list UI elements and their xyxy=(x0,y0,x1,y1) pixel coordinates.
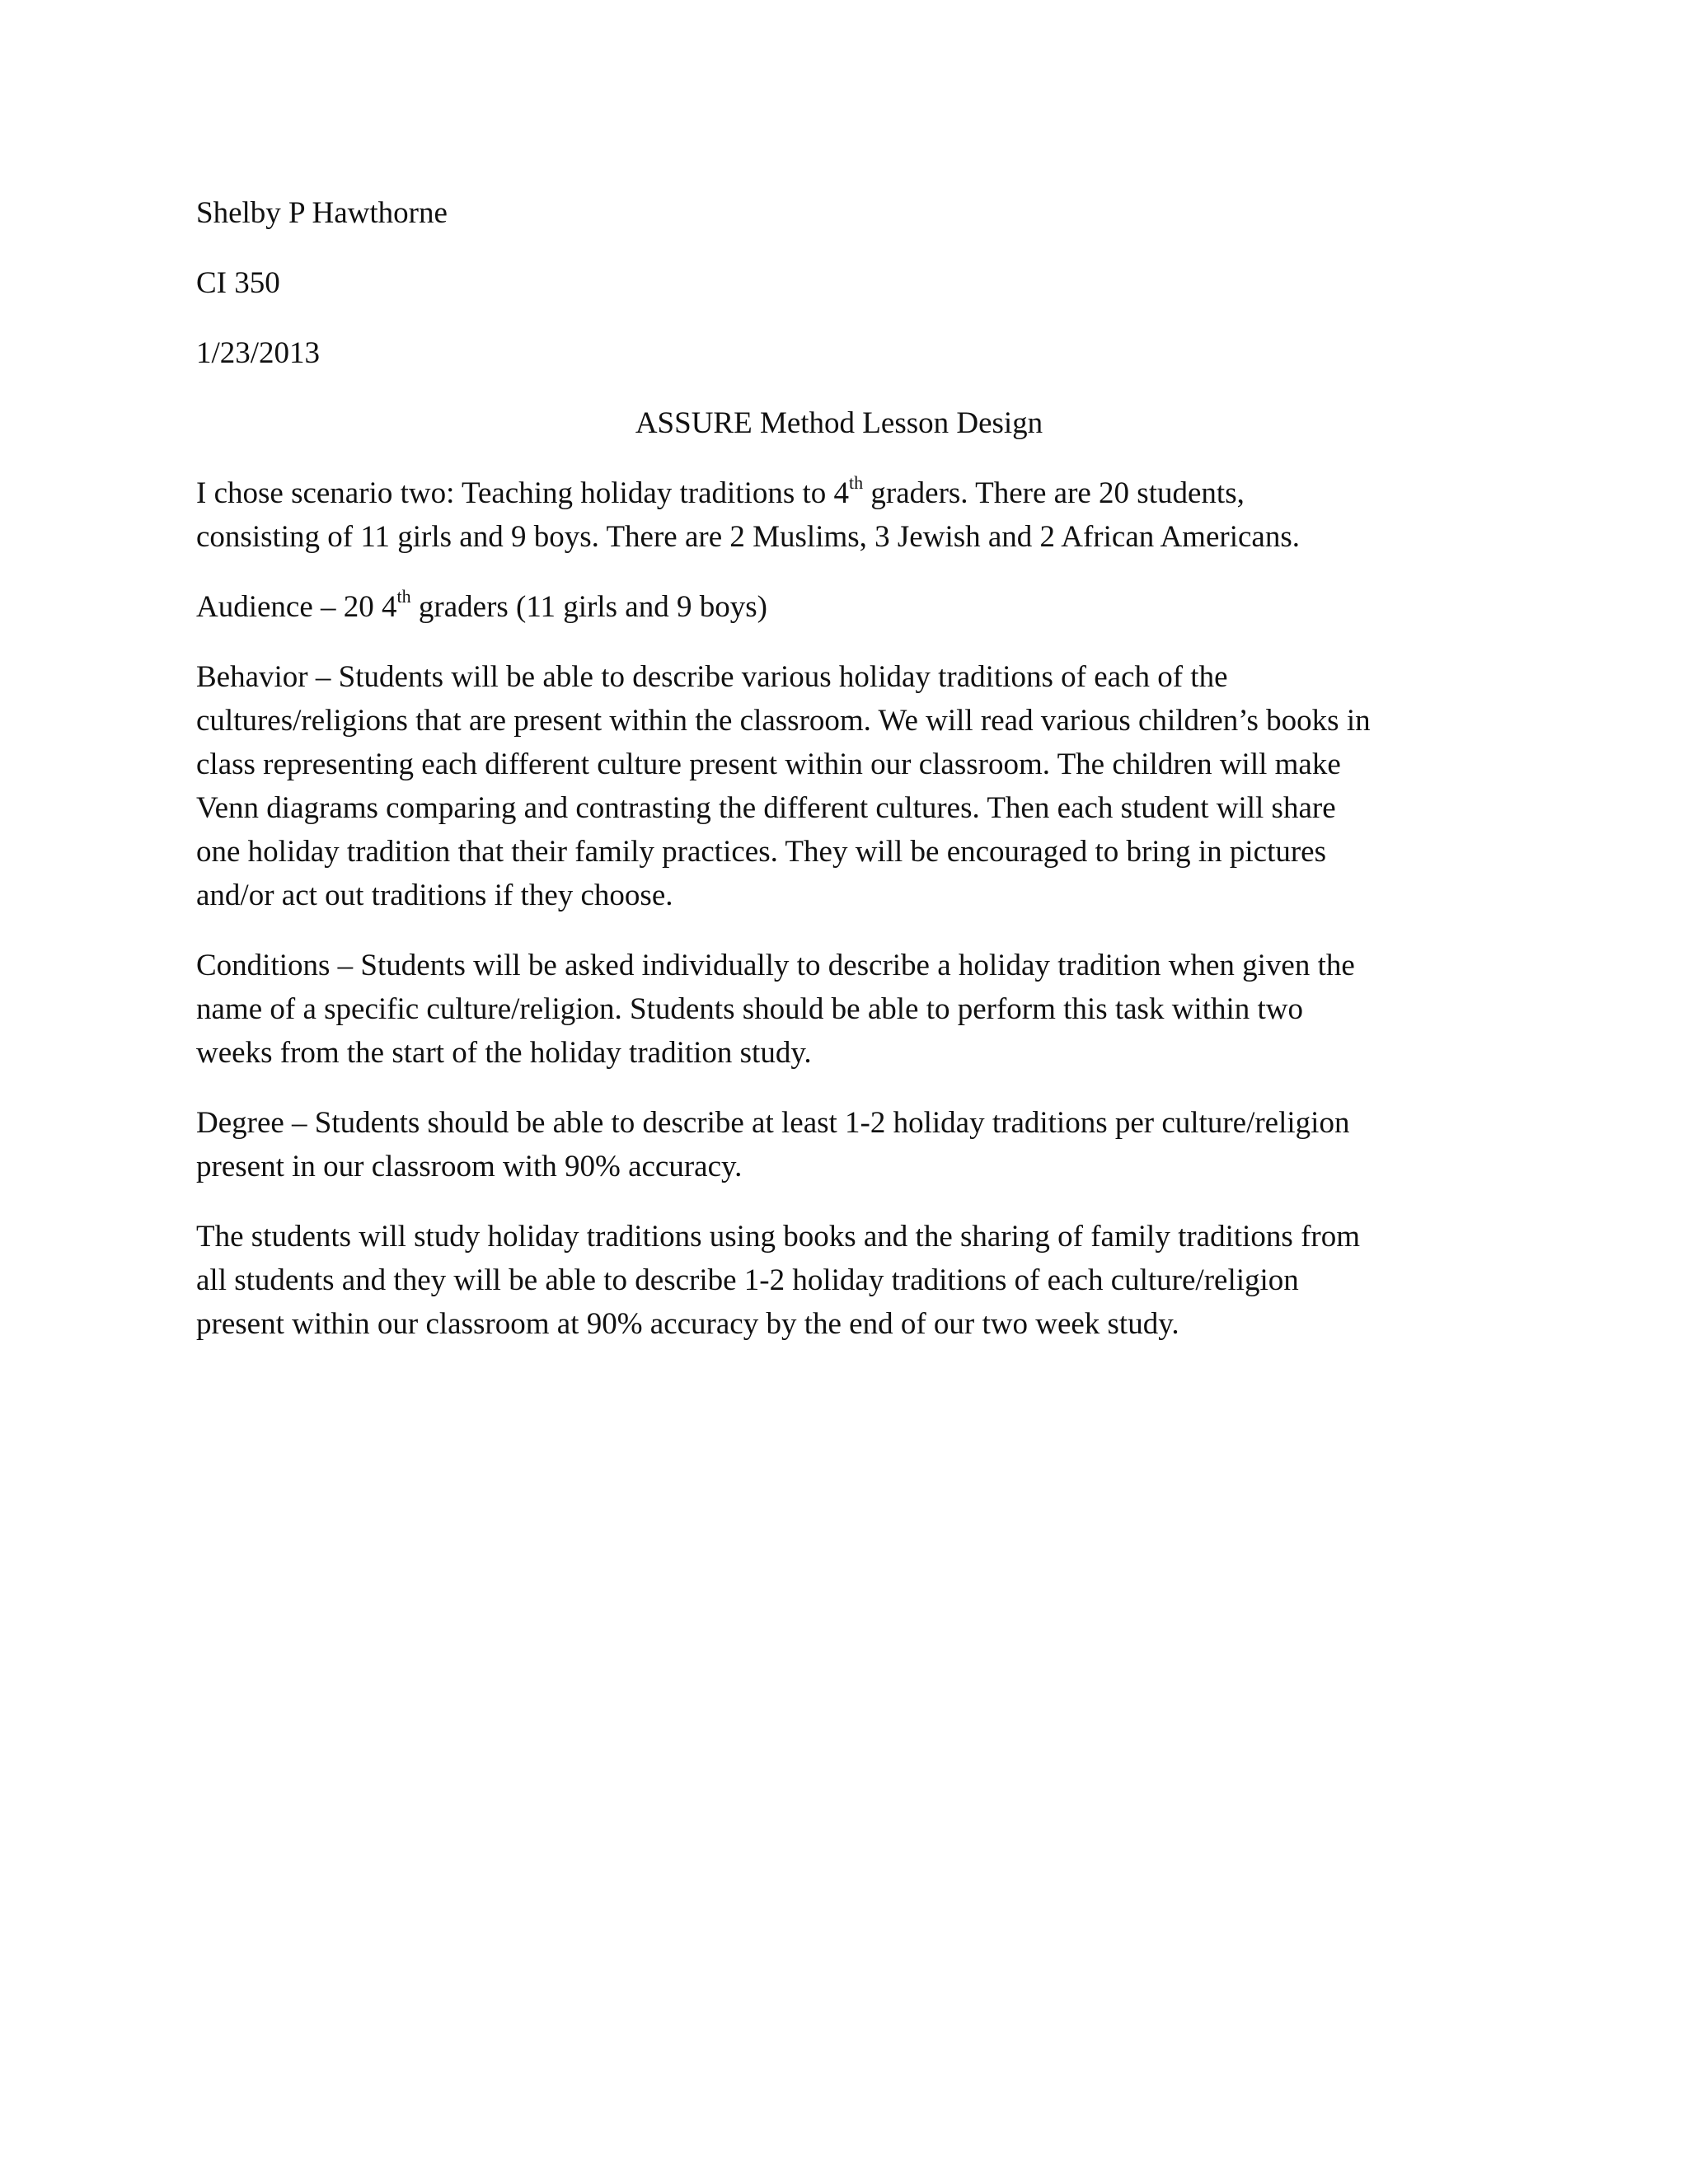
behavior-line: Behavior – Students will be able to describe various holiday traditions of each of the xyxy=(196,660,1228,694)
degree-line: present in our classroom with 90% accuracy. xyxy=(196,1150,743,1183)
author-name: Shelby P Hawthorne xyxy=(196,196,448,230)
intro-text-b: graders. There are 20 students, xyxy=(863,476,1245,510)
audience-superscript: th xyxy=(396,585,411,607)
intro-superscript: th xyxy=(849,471,864,493)
intro-paragraph xyxy=(196,471,1482,559)
behavior-line: one holiday tradition that their family practices. They will be encouraged to bring in pictures xyxy=(196,835,1326,869)
degree-paragraph xyxy=(196,1101,1482,1188)
intro-line-2: consisting of 11 girls and 9 boys. There are 2 Muslims, 3 Jewish and 2 African Americans. xyxy=(196,520,1300,554)
conditions-line: Conditions – Students will be asked individually to describe a holiday tradition when given the xyxy=(196,949,1355,982)
intro-text-a: I chose scenario two: Teaching holiday traditions to 4 xyxy=(196,476,850,510)
degree-line: Degree – Students should be able to describe at least 1-2 holiday traditions per culture/religion xyxy=(196,1106,1350,1140)
document-body xyxy=(196,191,1482,1372)
audience-line xyxy=(196,585,1482,629)
audience-text-a: Audience – 20 4 xyxy=(196,590,397,624)
summary-line: all students and they will be able to describe 1-2 holiday traditions of each culture/religion xyxy=(196,1263,1299,1297)
behavior-paragraph xyxy=(196,655,1482,917)
audience-paragraph xyxy=(196,585,1482,629)
summary-paragraph xyxy=(196,1215,1482,1346)
behavior-line: class representing each different culture present within our classroom. The children will make xyxy=(196,748,1341,781)
course-code: CI 350 xyxy=(196,266,280,300)
behavior-line: and/or act out traditions if they choose. xyxy=(196,879,673,912)
summary-line: The students will study holiday traditions using books and the sharing of family traditions from xyxy=(196,1220,1360,1254)
conditions-paragraph xyxy=(196,944,1482,1075)
behavior-line: Venn diagrams comparing and contrasting the different cultures. Then each student will share xyxy=(196,791,1336,825)
audience-text-b: graders (11 girls and 9 boys) xyxy=(410,590,767,624)
intro-line-1 xyxy=(196,471,1482,515)
conditions-line: name of a specific culture/religion. Students should be able to perform this task within two xyxy=(196,992,1304,1026)
conditions-line: weeks from the start of the holiday tradition study. xyxy=(196,1036,812,1070)
behavior-line: cultures/religions that are present within the classroom. We will read various children’s books in xyxy=(196,704,1371,738)
document-date: 1/23/2013 xyxy=(196,336,321,370)
document-title: ASSURE Method Lesson Design xyxy=(635,406,1043,440)
summary-line: present within our classroom at 90% accuracy by the end of our two week study. xyxy=(196,1307,1179,1341)
